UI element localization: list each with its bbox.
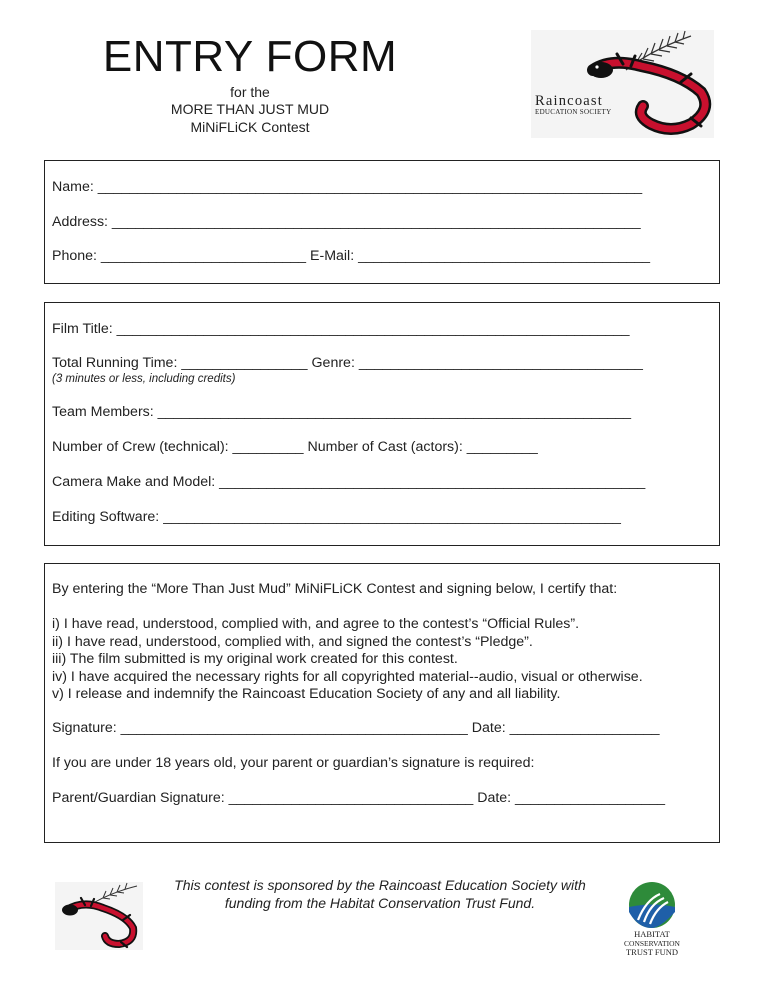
crew-cast-field[interactable]: Number of Crew (technical): _________ Number of Cast (actors): _________ xyxy=(52,439,538,455)
film-title-field[interactable]: Film Title: _________________________________________________________________ xyxy=(52,321,630,337)
running-time-note: (3 minutes or less, including credits) xyxy=(52,373,236,385)
logo-name-line-2: Education Society xyxy=(535,108,612,116)
signature-date-field[interactable]: Signature: ____________________________________________ Date: ___________________ xyxy=(52,720,660,736)
hctf-logo xyxy=(620,880,684,958)
raincoast-logo xyxy=(531,30,714,138)
sponsor-line-2: funding from the Habitat Conservation Trust Fund. xyxy=(224,895,536,911)
parent-signature-field[interactable]: Parent/Guardian Signature: _______________________________ Date: ___________________ xyxy=(52,790,665,806)
certify-intro: By entering the “More Than Just Mud” MiNiFLiCK Contest and signing below, I certify that: xyxy=(52,581,618,597)
under-18-note: If you are under 18 years old, your parent or guardian’s signature is required: xyxy=(52,755,535,771)
page-title: ENTRY FORM xyxy=(102,32,398,81)
hctf-emblem-icon xyxy=(620,880,684,930)
hctf-line-2: CONSERVATION xyxy=(624,939,680,948)
salamander-icon xyxy=(531,30,714,138)
editing-software-field[interactable]: Editing Software: __________________________________________________________ xyxy=(52,509,621,525)
certify-item-3: iii) The film submitted is my original work created for this contest. xyxy=(52,651,458,667)
subtitle-line-1: for the xyxy=(230,84,270,100)
phone-email-field[interactable]: Phone: __________________________ E-Mail: _____________________________________ xyxy=(52,248,651,264)
hctf-line-1: HABITAT xyxy=(634,929,670,939)
hctf-line-3: TRUST FUND xyxy=(625,947,679,957)
camera-field[interactable]: Camera Make and Model: ______________________________________________________ xyxy=(52,474,646,490)
salamander-small-icon xyxy=(55,882,143,950)
certify-item-2: ii) I have read, understood, complied with, and signed the contest’s “Pledge”. xyxy=(52,634,533,650)
name-field[interactable]: Name: _____________________________________________________________________ xyxy=(52,179,643,195)
logo-name-line-1: Raincoast xyxy=(535,93,603,109)
subtitle-line-3: MiNiFLiCK Contest xyxy=(190,119,310,135)
sponsor-line-1: This contest is sponsored by the Raincoast Education Society with xyxy=(174,877,586,893)
address-field[interactable]: Address: ___________________________________________________________________ xyxy=(52,214,641,230)
certify-item-5: v) I release and indemnify the Raincoast Education Society of any and all liability. xyxy=(52,686,561,702)
subtitle-line-2: MORE THAN JUST MUD xyxy=(170,101,330,117)
sponsor-text xyxy=(150,876,610,912)
team-members-field[interactable]: Team Members: ____________________________________________________________ xyxy=(52,404,632,420)
certify-item-1: i) I have read, understood, complied with, and agree to the contest’s “Official Rules”. xyxy=(52,616,580,632)
running-time-genre-field[interactable]: Total Running Time: ________________ Genre: ____________________________________ xyxy=(52,355,643,371)
certify-item-4: iv) I have acquired the necessary rights for all copyrighted material--audio, visual or otherwise. xyxy=(52,669,643,685)
raincoast-footer-logo xyxy=(55,882,143,950)
